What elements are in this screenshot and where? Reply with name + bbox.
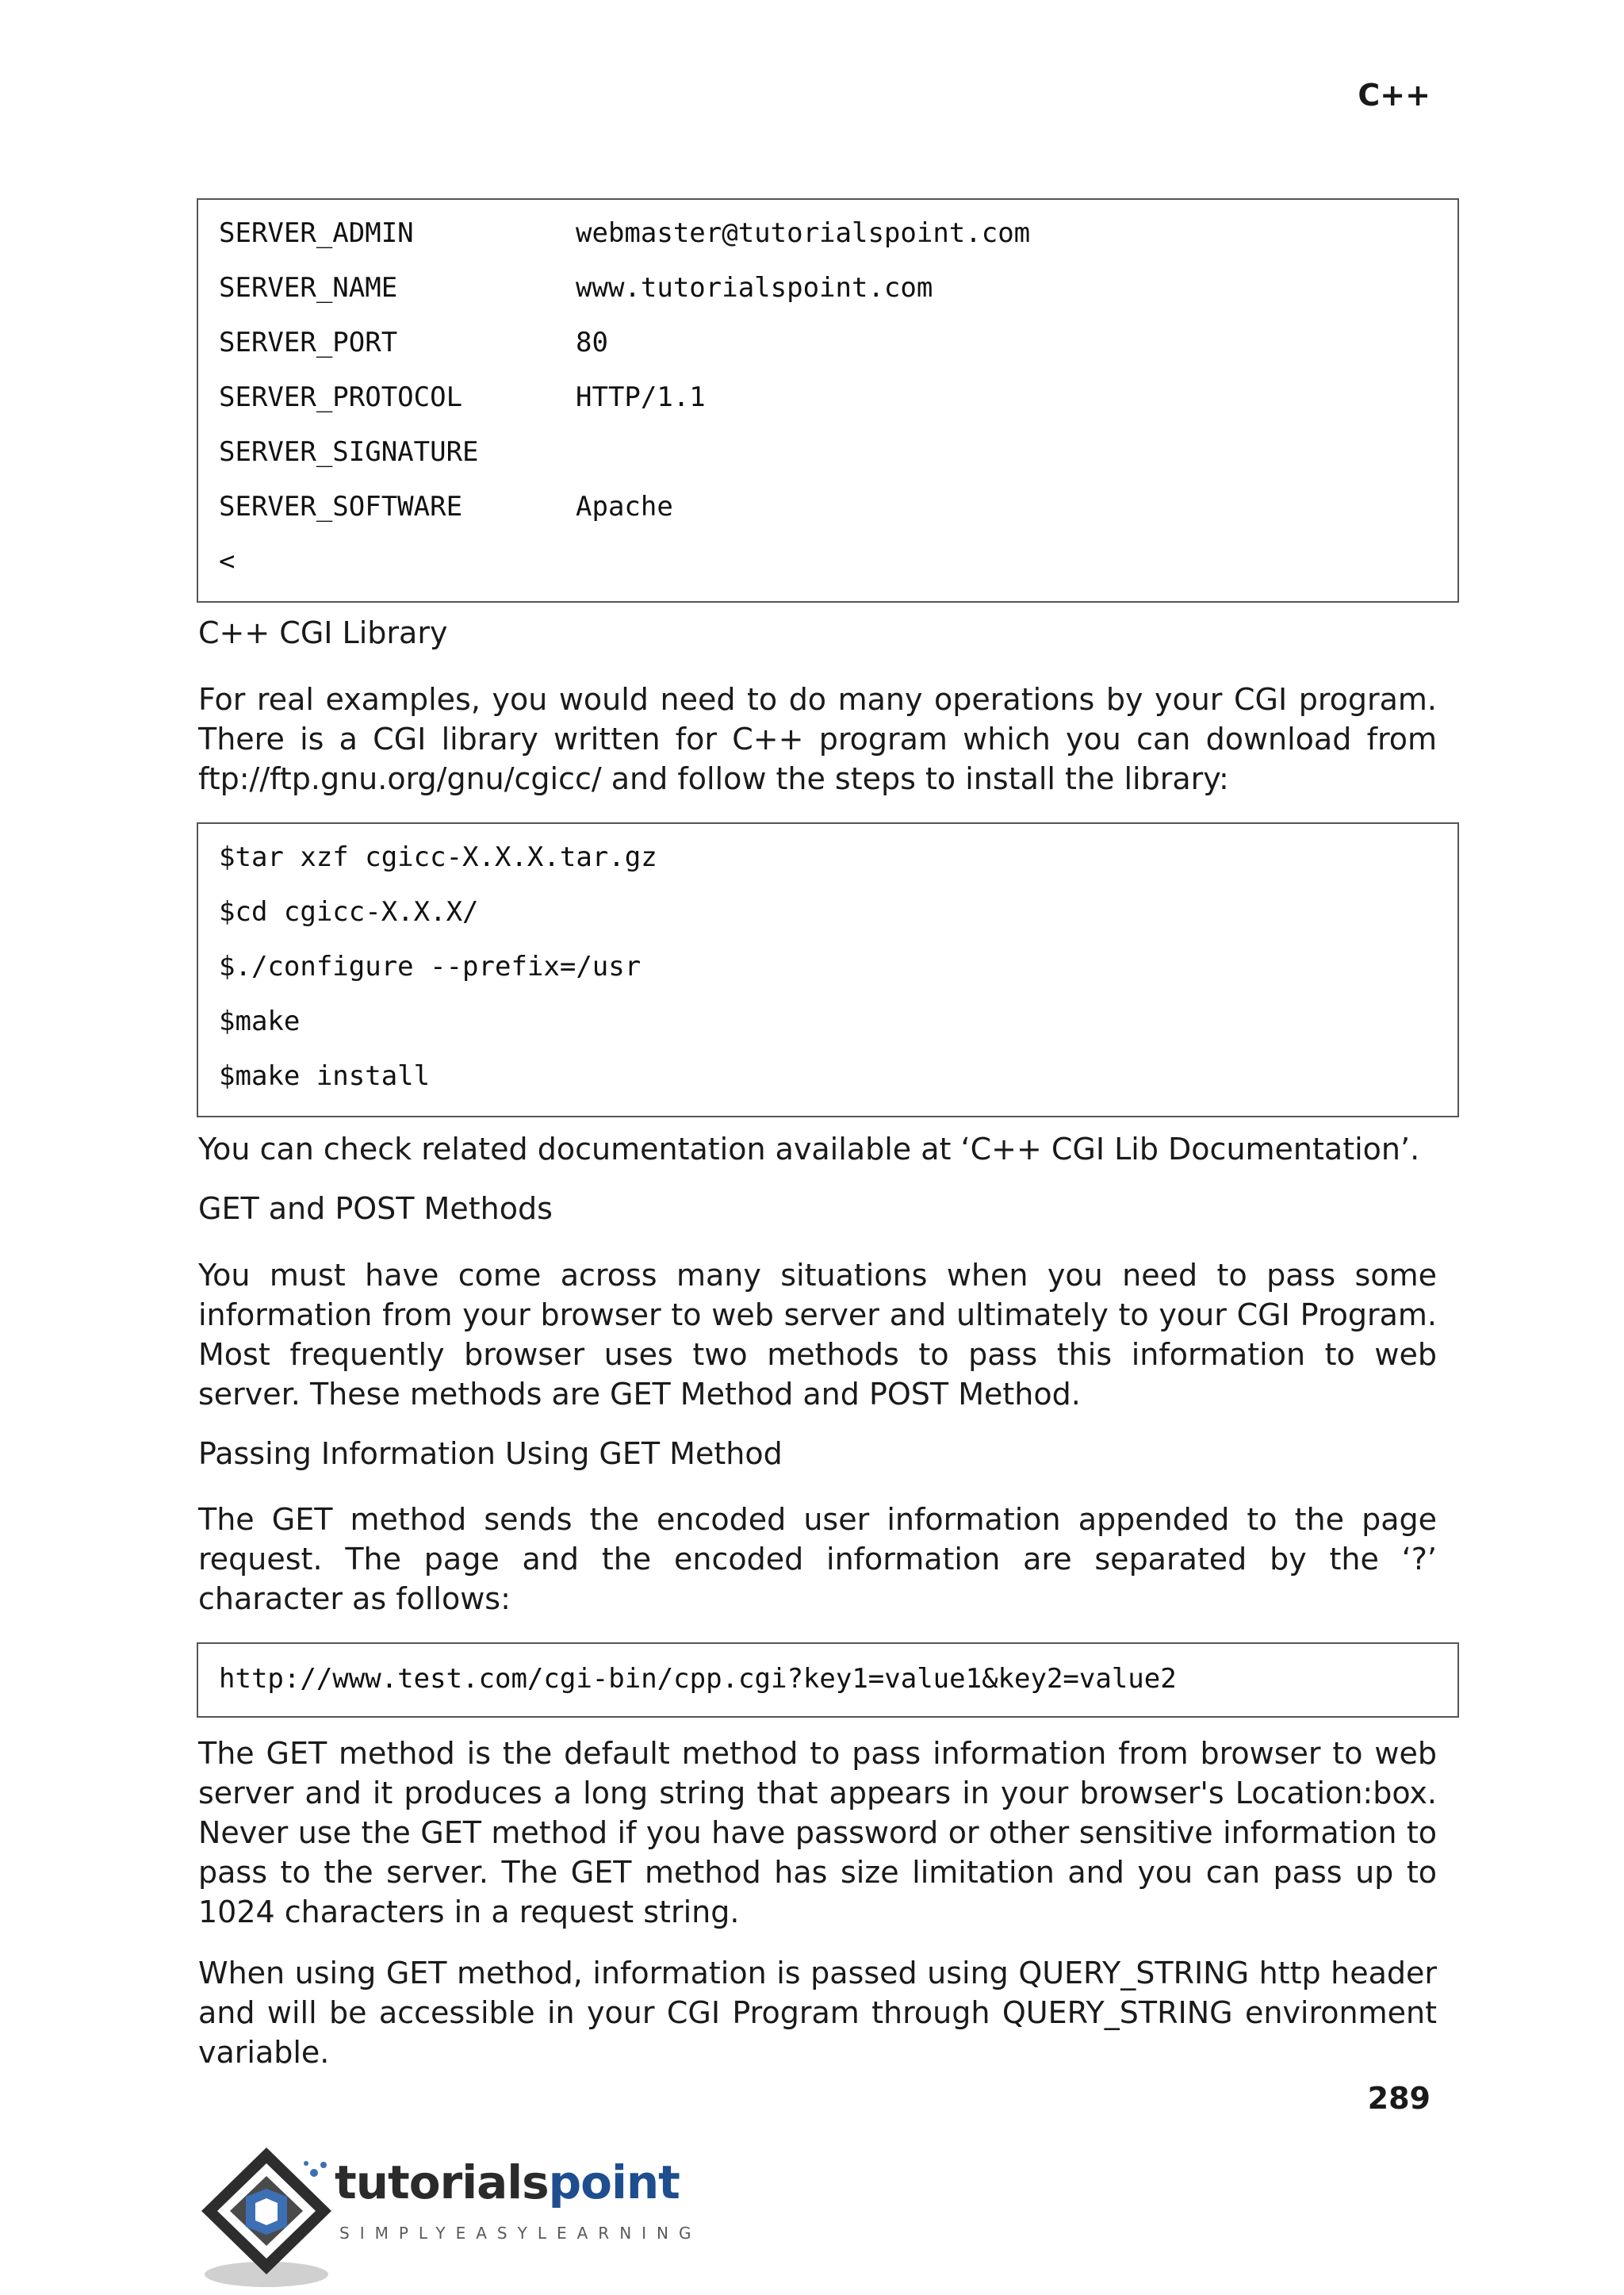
env-var-name: SERVER_NAME — [219, 272, 398, 304]
logo-text-point: point — [548, 2155, 680, 2209]
cgi-library-paragraph: For real examples, you would need to do many operations by your CGI program. There is a CGI library written for C++ program which you can download from ftp://ftp.gnu.org/gnu/cgicc/ and follow the steps to install the library: — [198, 682, 1437, 796]
env-var-name: SERVER_SOFTWARE — [219, 491, 463, 523]
url-example-code-box — [197, 1642, 1459, 1718]
get-default-paragraph: The GET method is the default method to pass information from browser to web server and it produces a long string that appears in your browser's Location:box. Never use the GET method if you have password or other sensitive information to pass to the server. The GET method has size limitation and you can pass up to 1024 characters in a request string. — [198, 1736, 1437, 1929]
install-command-line: $tar xzf cgicc-X.X.X.tar.gz — [219, 841, 657, 873]
get-post-heading: GET and POST Methods — [198, 1191, 553, 1226]
logo-wordmark — [335, 2155, 680, 2209]
env-var-name: SERVER_PROTOCOL — [219, 381, 463, 413]
install-command-line: $./configure --prefix=/usr — [219, 951, 642, 983]
get-method-paragraph: The GET method sends the encoded user information appended to the page request. The page and the encoded information are separated by the ‘?’ character as follows: — [198, 1502, 1437, 1616]
page-header-title: C++ — [1358, 78, 1431, 113]
get-method-heading: Passing Information Using GET Method — [198, 1436, 783, 1471]
logo-diamond-icon — [195, 2141, 346, 2292]
url-example: http://www.test.com/cgi-bin/cpp.cgi?key1=value1&key2=value2 — [219, 1663, 1177, 1695]
env-var-value: webmaster@tutorialspoint.com — [576, 217, 1031, 249]
get-post-paragraph: You must have come across many situations when you need to pass some information from your browser to web server and ultimately to your CGI Program. Most frequently browser uses two methods to pass this information to web server. These methods are GET Method and POST Method. — [198, 1258, 1437, 1412]
install-command-line: $make install — [219, 1060, 431, 1092]
logo-tagline: SIMPLYEASYLEARNING — [339, 2224, 702, 2243]
env-var-value: www.tutorialspoint.com — [576, 272, 933, 304]
env-var-name: SERVER_ADMIN — [219, 217, 414, 249]
env-var-name: SERVER_SIGNATURE — [219, 436, 479, 468]
env-var-value: Apache — [576, 491, 673, 523]
logo-text-tutorials: tutorials — [335, 2155, 549, 2209]
install-command-line: $make — [219, 1006, 301, 1037]
query-string-paragraph: When using GET method, information is passed using QUERY_STRING http header and will be accessible in your CGI Program through QUERY_STRING environment variable. — [198, 1956, 1437, 2070]
env-variables-code-box — [197, 198, 1459, 603]
env-var-value: HTTP/1.1 — [576, 381, 706, 413]
cgi-library-heading: C++ CGI Library — [198, 615, 448, 650]
env-var-value: 80 — [576, 327, 608, 358]
env-var-name: SERVER_PORT — [219, 327, 398, 358]
tutorialspoint-logo — [195, 2141, 702, 2292]
install-command-line: $cd cgicc-X.X.X/ — [219, 896, 479, 928]
install-commands-code-box — [197, 822, 1459, 1117]
page-number: 289 — [1367, 2081, 1431, 2116]
env-closing-tag: < — [219, 546, 236, 577]
documentation-paragraph: You can check related documentation available at ‘C++ CGI Lib Documentation’. — [198, 1132, 1420, 1167]
